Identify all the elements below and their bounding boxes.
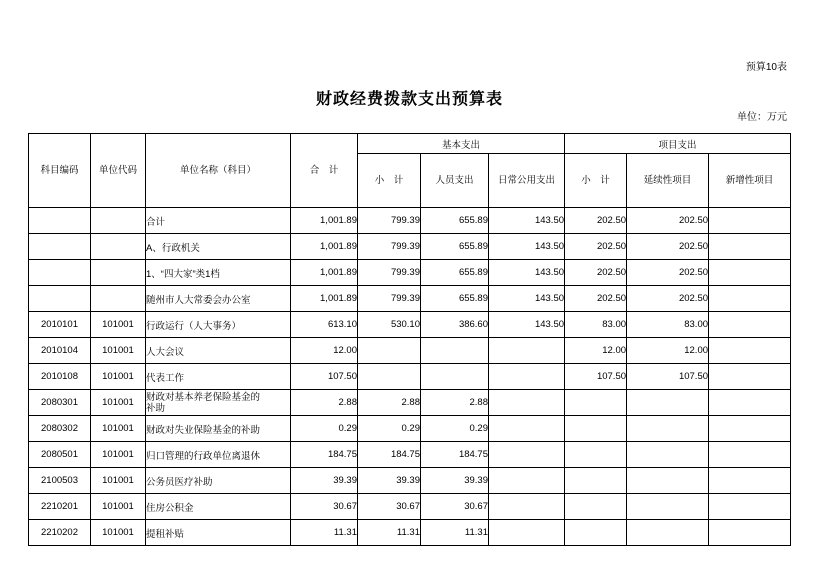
cell-project-continue xyxy=(627,468,709,494)
cell-project-continue xyxy=(627,442,709,468)
cell-personnel: 11.31 xyxy=(421,520,489,546)
cell-code: 2010104 xyxy=(29,338,91,364)
table-row xyxy=(29,312,791,338)
cell-project-sub: 12.00 xyxy=(565,338,627,364)
header-basic-sub: 小 计 xyxy=(358,154,421,208)
cell-project-new xyxy=(709,364,791,390)
cell-daily xyxy=(489,494,565,520)
header-project-new: 新增性项目 xyxy=(709,154,791,208)
cell-project-continue xyxy=(627,520,709,546)
table-row xyxy=(29,442,791,468)
form-number: 预算10表 xyxy=(745,62,787,73)
cell-basic-sub: 799.39 xyxy=(358,234,421,260)
cell-unit-name-line1: 财政对基本养老保险基金的 xyxy=(146,391,261,403)
cell-unit-code: 101001 xyxy=(91,312,146,338)
cell-project-sub: 107.50 xyxy=(565,364,627,390)
table-row xyxy=(29,416,791,442)
table-row xyxy=(29,260,791,286)
cell-daily xyxy=(489,364,565,390)
header-total: 合 计 xyxy=(291,134,358,208)
cell-total: 107.50 xyxy=(291,364,358,390)
cell-basic-sub: 799.39 xyxy=(358,208,421,234)
cell-unit-name: A、行政机关 xyxy=(146,234,291,260)
cell-unit-code: 101001 xyxy=(91,364,146,390)
table-header-row-1 xyxy=(29,134,791,154)
cell-unit-code xyxy=(91,208,146,234)
cell-personnel: 0.29 xyxy=(421,416,489,442)
header-col-code: 科目编码 xyxy=(29,134,91,208)
cell-project-sub: 202.50 xyxy=(565,234,627,260)
cell-project-continue: 202.50 xyxy=(627,234,709,260)
cell-basic-sub: 799.39 xyxy=(358,286,421,312)
cell-project-sub xyxy=(565,520,627,546)
cell-project-new xyxy=(709,468,791,494)
cell-unit-name: 随州市人大常委会办公室 xyxy=(146,286,291,312)
cell-project-new xyxy=(709,442,791,468)
cell-project-continue xyxy=(627,416,709,442)
header-project-group: 项目支出 xyxy=(565,134,791,154)
cell-project-new xyxy=(709,416,791,442)
cell-total: 1,001.89 xyxy=(291,208,358,234)
cell-code: 2100503 xyxy=(29,468,91,494)
table-row xyxy=(29,390,791,416)
cell-total: 30.67 xyxy=(291,494,358,520)
cell-project-continue: 202.50 xyxy=(627,286,709,312)
cell-daily: 143.50 xyxy=(489,234,565,260)
cell-project-new xyxy=(709,494,791,520)
table-row xyxy=(29,364,791,390)
table-row xyxy=(29,520,791,546)
cell-project-new xyxy=(709,208,791,234)
cell-total: 12.00 xyxy=(291,338,358,364)
cell-unit-name: 公务员医疗补助 xyxy=(146,468,291,494)
cell-unit-name: 人大会议 xyxy=(146,338,291,364)
cell-total: 11.31 xyxy=(291,520,358,546)
cell-project-new xyxy=(709,234,791,260)
cell-project-continue: 202.50 xyxy=(627,260,709,286)
cell-total: 1,001.89 xyxy=(291,286,358,312)
cell-project-sub xyxy=(565,442,627,468)
cell-personnel: 655.89 xyxy=(421,234,489,260)
cell-code: 2010108 xyxy=(29,364,91,390)
cell-personnel: 655.89 xyxy=(421,208,489,234)
cell-project-continue xyxy=(627,494,709,520)
header-project-continue: 延续性项目 xyxy=(627,154,709,208)
cell-unit-name: 提租补贴 xyxy=(146,520,291,546)
table-row xyxy=(29,286,791,312)
budget-table xyxy=(28,133,791,546)
cell-code xyxy=(29,260,91,286)
cell-basic-sub: 184.75 xyxy=(358,442,421,468)
cell-daily xyxy=(489,416,565,442)
header-basic-daily: 日常公用支出 xyxy=(489,154,565,208)
cell-code: 2080501 xyxy=(29,442,91,468)
page-title: 财政经费拨款支出预算表 xyxy=(315,91,503,108)
cell-unit-code xyxy=(91,234,146,260)
cell-unit-name: 合计 xyxy=(146,208,291,234)
cell-unit-code: 101001 xyxy=(91,520,146,546)
cell-unit-name: 1、“四大家”类1档 xyxy=(146,260,291,286)
header-basic-group: 基本支出 xyxy=(358,134,565,154)
header-project-sub: 小 计 xyxy=(565,154,627,208)
cell-project-continue: 202.50 xyxy=(627,208,709,234)
cell-basic-sub: 0.29 xyxy=(358,416,421,442)
cell-unit-name: 住房公积金 xyxy=(146,494,291,520)
table-row xyxy=(29,468,791,494)
cell-daily: 143.50 xyxy=(489,260,565,286)
cell-code xyxy=(29,286,91,312)
cell-project-sub: 202.50 xyxy=(565,260,627,286)
cell-daily xyxy=(489,520,565,546)
table-row xyxy=(29,208,791,234)
cell-unit-name-line2: 补助 xyxy=(146,402,166,414)
cell-daily xyxy=(489,442,565,468)
cell-personnel xyxy=(421,364,489,390)
cell-basic-sub xyxy=(358,364,421,390)
cell-project-new xyxy=(709,338,791,364)
cell-project-continue: 12.00 xyxy=(627,338,709,364)
cell-unit-code: 101001 xyxy=(91,494,146,520)
cell-project-sub xyxy=(565,390,627,416)
cell-unit-code xyxy=(91,260,146,286)
cell-unit-code: 101001 xyxy=(91,338,146,364)
cell-unit-code: 101001 xyxy=(91,442,146,468)
cell-unit-name: 代表工作 xyxy=(146,364,291,390)
cell-code: 2080301 xyxy=(29,390,91,416)
cell-total: 184.75 xyxy=(291,442,358,468)
cell-code: 2210201 xyxy=(29,494,91,520)
cell-unit-name: 行政运行（人大事务） xyxy=(146,312,291,338)
cell-total: 1,001.89 xyxy=(291,234,358,260)
cell-personnel: 386.60 xyxy=(421,312,489,338)
cell-basic-sub: 530.10 xyxy=(358,312,421,338)
cell-project-continue: 107.50 xyxy=(627,364,709,390)
cell-basic-sub: 39.39 xyxy=(358,468,421,494)
cell-unit-code: 101001 xyxy=(91,468,146,494)
unit-note: 单位：万元 xyxy=(737,112,787,123)
cell-project-new xyxy=(709,260,791,286)
cell-unit-code xyxy=(91,286,146,312)
cell-personnel: 184.75 xyxy=(421,442,489,468)
cell-project-sub: 202.50 xyxy=(565,286,627,312)
cell-basic-sub: 11.31 xyxy=(358,520,421,546)
cell-personnel: 655.89 xyxy=(421,260,489,286)
cell-unit-name: 归口管理的行政单位离退休 xyxy=(146,442,291,468)
table-body xyxy=(29,208,791,546)
cell-code xyxy=(29,208,91,234)
cell-total: 39.39 xyxy=(291,468,358,494)
cell-project-continue: 83.00 xyxy=(627,312,709,338)
cell-project-sub xyxy=(565,416,627,442)
cell-project-new xyxy=(709,286,791,312)
cell-daily xyxy=(489,390,565,416)
cell-basic-sub: 799.39 xyxy=(358,260,421,286)
cell-unit-name: 财政对失业保险基金的补助 xyxy=(146,416,291,442)
cell-code: 2210202 xyxy=(29,520,91,546)
cell-basic-sub: 2.88 xyxy=(358,390,421,416)
cell-basic-sub: 30.67 xyxy=(358,494,421,520)
cell-daily xyxy=(489,338,565,364)
table-row xyxy=(29,338,791,364)
cell-project-sub xyxy=(565,494,627,520)
table-row xyxy=(29,494,791,520)
cell-project-new xyxy=(709,520,791,546)
cell-total: 0.29 xyxy=(291,416,358,442)
cell-daily: 143.50 xyxy=(489,312,565,338)
cell-code xyxy=(29,234,91,260)
cell-unit-code: 101001 xyxy=(91,416,146,442)
table-row xyxy=(29,234,791,260)
cell-personnel: 39.39 xyxy=(421,468,489,494)
cell-basic-sub xyxy=(358,338,421,364)
cell-project-new xyxy=(709,390,791,416)
cell-code: 2010101 xyxy=(29,312,91,338)
cell-unit-name xyxy=(146,390,291,416)
cell-project-sub: 83.00 xyxy=(565,312,627,338)
cell-code: 2080302 xyxy=(29,416,91,442)
cell-unit-code: 101001 xyxy=(91,390,146,416)
header-unit-code: 单位代码 xyxy=(91,134,146,208)
cell-total: 613.10 xyxy=(291,312,358,338)
cell-personnel: 2.88 xyxy=(421,390,489,416)
cell-project-continue xyxy=(627,390,709,416)
cell-personnel: 30.67 xyxy=(421,494,489,520)
cell-total: 2.88 xyxy=(291,390,358,416)
cell-personnel: 655.89 xyxy=(421,286,489,312)
cell-daily: 143.50 xyxy=(489,286,565,312)
cell-total: 1,001.89 xyxy=(291,260,358,286)
cell-project-sub: 202.50 xyxy=(565,208,627,234)
cell-project-new xyxy=(709,312,791,338)
cell-daily xyxy=(489,468,565,494)
header-unit-name: 单位名称（科目） xyxy=(146,134,291,208)
cell-personnel xyxy=(421,338,489,364)
cell-project-sub xyxy=(565,468,627,494)
cell-daily: 143.50 xyxy=(489,208,565,234)
header-basic-personnel: 人员支出 xyxy=(421,154,489,208)
